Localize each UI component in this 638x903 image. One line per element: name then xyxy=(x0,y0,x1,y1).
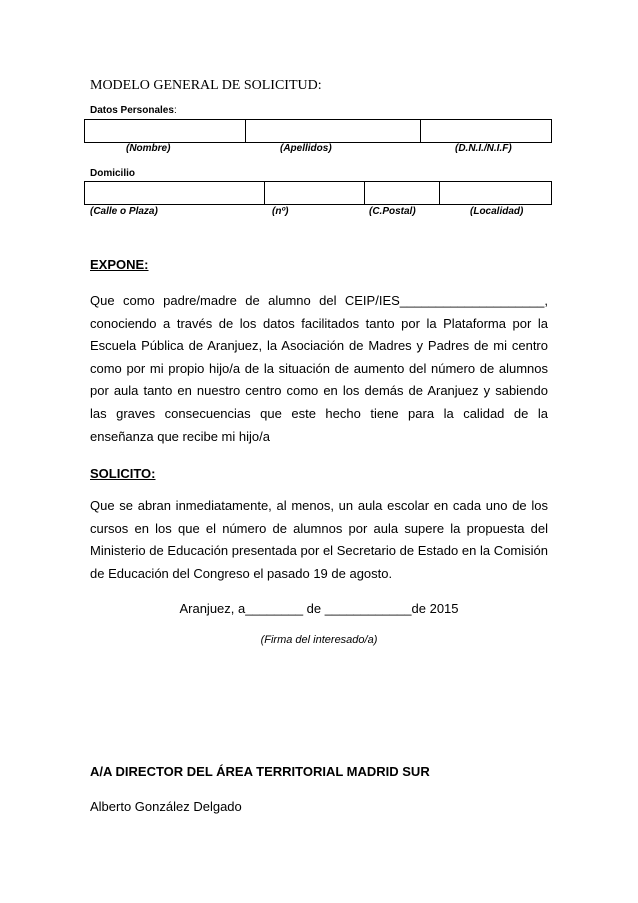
locality-field-box[interactable] xyxy=(440,182,552,205)
solicito-paragraph: Que se abran inmediatamente, al menos, un aula escolar en cada uno de los cursos en los que el número de alumnos por aula supere la propuesta del Ministerio de Educación presentada por el Secretario de Estado en la Comisión de Educación del Congreso el pasado 19 de agosto. xyxy=(90,498,548,581)
date-line: Aranjuez, a________ de ____________de 2015 xyxy=(179,601,459,616)
personal-data-label-colon: : xyxy=(173,105,177,116)
number-caption: (nº) xyxy=(272,206,289,217)
signature-line: (Firma del interesado/a) xyxy=(260,634,378,646)
solicito-heading: SOLICITO: xyxy=(90,466,156,481)
personal-data-label-text: Datos Personales xyxy=(90,105,174,116)
name-field-box[interactable] xyxy=(85,120,246,143)
name-caption: (Nombre) xyxy=(126,143,171,154)
street-field-box[interactable] xyxy=(85,182,265,205)
postal-caption: (C.Postal) xyxy=(369,206,416,217)
address-table xyxy=(84,181,552,205)
street-caption: (Calle o Plaza) xyxy=(90,206,158,217)
number-field-box[interactable] xyxy=(265,182,365,205)
locality-caption: (Localidad) xyxy=(470,206,524,217)
recipient-title: A/A DIRECTOR DEL ÁREA TERRITORIAL MADRID SUR xyxy=(90,764,430,779)
expone-paragraph: Que como padre/madre de alumno del CEIP/IES____________________, conociendo a través de los datos facilitados tanto por la Plataforma por la Escuela Pública de Aranjuez, la Asociación de Madres y Padres de mi centro como por mi propio hijo/a de la situación de aumento del número de alumnos por aula tanto en nuestro centro como en los demás de Aranjuez y sabiendo las graves consecuencias que este hecho tiene para la calidad de la enseñanza que recibe mi hijo/a xyxy=(90,293,548,444)
id-field-box[interactable] xyxy=(421,120,552,143)
document-title: MODELO GENERAL DE SOLICITUD: xyxy=(90,78,322,93)
id-caption: (D.N.I./N.I.F) xyxy=(455,143,512,154)
recipient-name: Alberto González Delgado xyxy=(90,799,242,814)
expone-heading: EXPONE: xyxy=(90,257,149,272)
surnames-field-box[interactable] xyxy=(246,120,421,143)
personal-data-label xyxy=(90,105,177,116)
postal-field-box[interactable] xyxy=(365,182,440,205)
personal-data-table xyxy=(84,119,552,143)
surnames-caption: (Apellidos) xyxy=(280,143,332,154)
address-label: Domicilio xyxy=(90,168,136,179)
